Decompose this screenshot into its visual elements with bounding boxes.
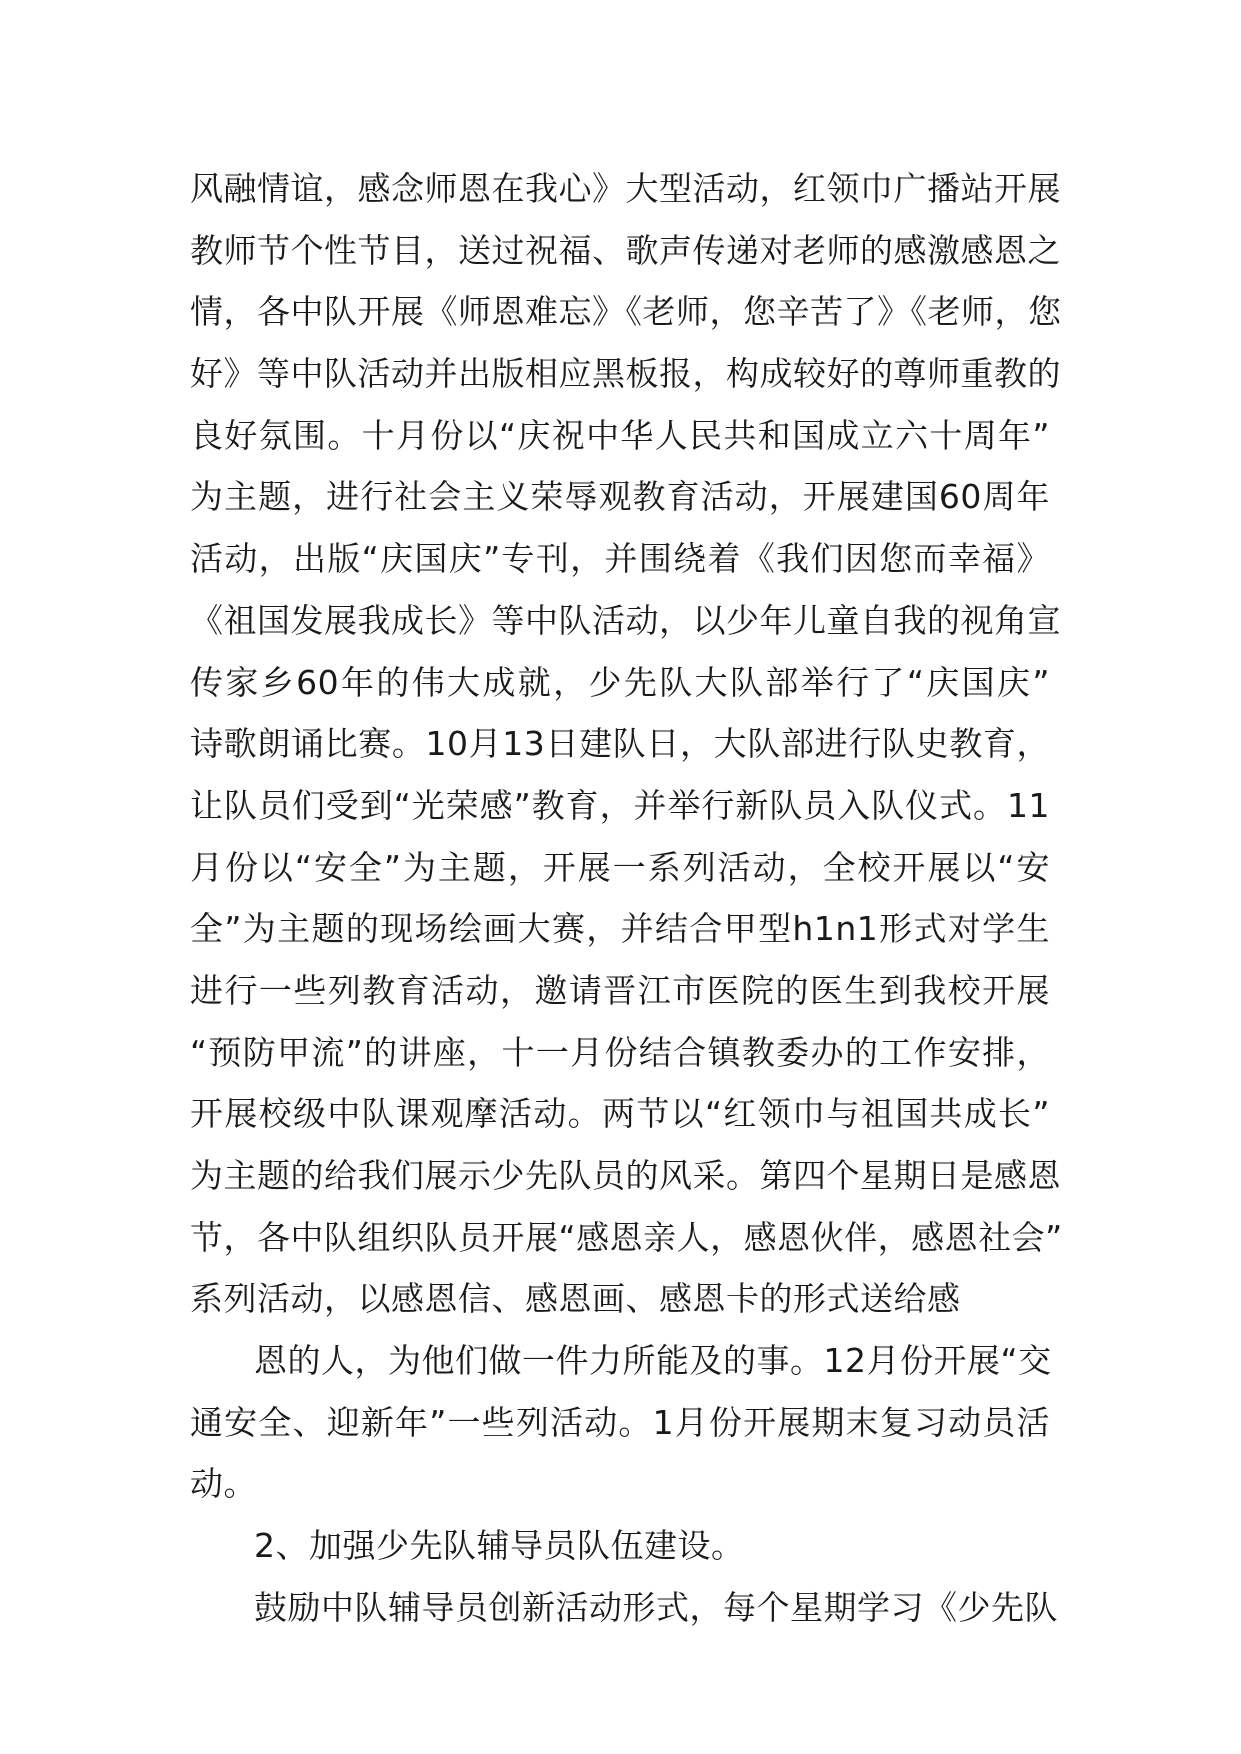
text-line: 活动，出版“庆国庆”专刊，并围绕着《我们因您而幸福》	[190, 539, 1050, 579]
text-line: 开展校级中队课观摩活动。两节以“红领巾与祖国共成长”	[190, 1094, 1050, 1134]
text-line: 全”为主题的现场绘画大赛，并结合甲型h1n1形式对学生	[190, 909, 1050, 949]
text-line: 风融情谊，感念师恩在我心》大型活动，红领巾广播站开展	[190, 169, 1061, 208]
text-line: 情，各中队开展《师恩难忘》《老师，您辛苦了》《老师，您	[190, 292, 1062, 332]
text-line: 鼓励中队辅导员创新活动形式，每个星期学习《少先队	[254, 1587, 1058, 1627]
text-line: 让队员们受到“光荣感”教育，并举行新队员入队仪式。11	[190, 785, 1050, 825]
text-line: 月份以“安全”为主题，开展一系列活动，全校开展以“安	[190, 847, 1050, 887]
text-line: 良好氛围。十月份以“庆祝中华人民共和国成立六十周年”	[190, 415, 1050, 455]
text-line: 动。	[190, 1464, 257, 1504]
document-body	[190, 158, 1063, 1639]
text-line: 好》等中队活动并出版相应黑板报，构成较好的尊师重教的	[190, 354, 1061, 394]
section-heading: 2、加强少先队辅导员队伍建设。	[254, 1526, 745, 1566]
text-line: 系列活动，以感恩信、感恩画、感恩卡的形式送给感	[190, 1279, 961, 1319]
text-line: 恩的人，为他们做一件力所能及的事。12月份开展“交	[254, 1341, 1052, 1381]
text-line: 教师节个性节目，送过祝福、歌声传递对老师的感激感恩之	[190, 230, 1061, 270]
text-line: 节，各中队组织队员开展“感恩亲人，感恩伙伴，感恩社会”	[190, 1217, 1063, 1257]
text-line: 传家乡60年的伟大成就，少先队大队部举行了“庆国庆”	[190, 662, 1050, 702]
text-line: 进行一些列教育活动，邀请晋江市医院的医生到我校开展	[190, 970, 1050, 1010]
text-line: “预防甲流”的讲座，十一月份结合镇教委办的工作安排，	[190, 1032, 1050, 1072]
text-line: 通安全、迎新年”一些列活动。1月份开展期末复习动员活	[190, 1402, 1050, 1442]
text-line: 为主题的给我们展示少先队员的风采。第四个星期日是感恩	[190, 1156, 1061, 1195]
text-line: 《祖国发展我成长》等中队活动，以少年儿童自我的视角宣	[190, 600, 1061, 640]
text-line: 诗歌朗诵比赛。10月13日建队日，大队部进行队史教育，	[190, 724, 1050, 764]
text-line: 为主题，进行社会主义荣辱观教育活动，开展建国60周年	[190, 477, 1050, 517]
